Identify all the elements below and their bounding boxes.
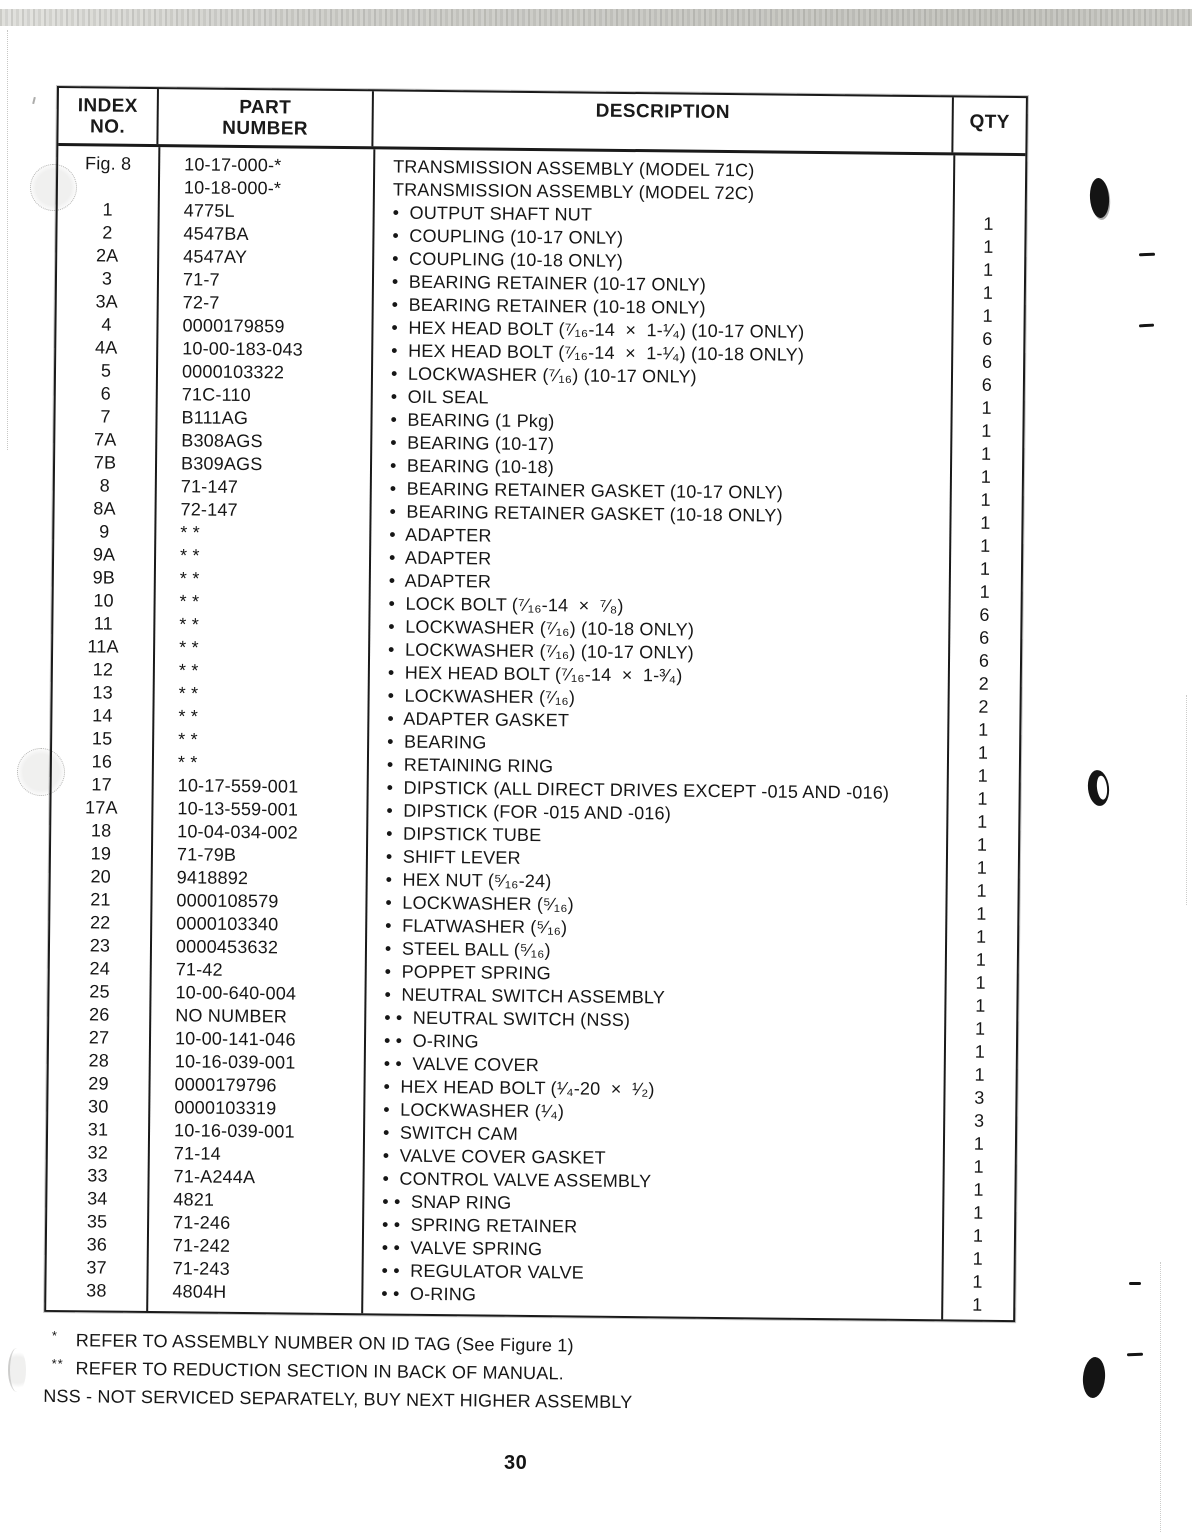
cell-part: B309AGS (180, 453, 263, 475)
cell-index (58, 175, 158, 199)
cell-desc: • SWITCH CAM (382, 1122, 519, 1144)
cell-desc: • • O-RING (383, 1030, 479, 1052)
header-qty-label: QTY (969, 111, 1010, 133)
cell-qty: 2 (978, 673, 990, 694)
cell-desc: • DIPSTICK (ALL DIRECT DRIVES EXCEPT -015 AND -016) (386, 777, 890, 803)
hole-punch-ghost-bottom (8, 1348, 26, 1392)
cell-qty: 6 (982, 328, 993, 349)
cell-qty: 1 (978, 719, 989, 740)
cell-index: 12 (92, 659, 114, 680)
cell-desc: • BEARING (1 Pkg) (390, 409, 555, 432)
parts-table-body (46, 146, 1025, 1320)
cell-desc: • • NEUTRAL SWITCH (NSS) (384, 1007, 631, 1031)
cell-part: 4547BA (183, 223, 249, 245)
cell-index: 19 (90, 843, 112, 864)
cell-index: 25 (89, 981, 110, 1002)
cell-part: 10-00-183-043 (182, 338, 304, 360)
cell-index: 22 (89, 912, 111, 933)
cell-index: 13 (92, 682, 113, 703)
cell-desc: • LOCK BOLT (⁷⁄₁₆-14 × ⁷⁄₈) (388, 593, 624, 616)
cell-part: 0000108579 (176, 890, 279, 912)
cell-index: 9A (92, 544, 116, 565)
cell-index: 16 (91, 751, 113, 772)
cell-part: B111AG (181, 407, 249, 429)
cell-desc: • LOCKWASHER (⁷⁄₁₆) (10-17 ONLY) (388, 639, 695, 663)
cell-part: 9418892 (176, 867, 249, 889)
cell-qty: 1 (983, 236, 994, 257)
cell-desc: • LOCKWASHER (⁵⁄₁₆) (385, 892, 575, 915)
cell-part: 71-7 (182, 269, 220, 290)
cell-qty: 6 (979, 627, 990, 648)
cell-part: NO NUMBER (175, 1005, 288, 1027)
cell-index: 7 (100, 406, 111, 427)
cell-part: 71-246 (173, 1212, 231, 1233)
header-description (373, 91, 954, 152)
cell-index: 36 (86, 1234, 108, 1255)
cell-desc: • SHIFT LEVER (385, 846, 521, 868)
header-part-line1: PART (239, 96, 292, 119)
page-number: 30 (504, 1452, 528, 1474)
cell-desc: TRANSMISSION ASSEMBLY (MODEL 71C) (393, 156, 755, 181)
cell-qty: 1 (972, 1294, 983, 1315)
cell-desc: • BEARING (10-18) (389, 455, 555, 478)
cell-desc: • DIPSTICK TUBE (386, 823, 542, 846)
cell-index: 15 (91, 728, 113, 749)
cell-qty: 1 (973, 1202, 984, 1223)
cell-part: 0000179796 (174, 1074, 277, 1096)
cell-part: 4821 (173, 1189, 215, 1210)
cell-qty: 1 (976, 903, 987, 924)
footnote-text: REFER TO REDUCTION SECTION IN BACK OF MANUAL. (75, 1358, 565, 1384)
cell-qty: 1 (981, 420, 992, 441)
cell-part: 71-79B (176, 844, 237, 865)
cell-qty: 1 (974, 1041, 986, 1062)
cell-index: 24 (89, 958, 111, 979)
cell-part: 10-18-000-* (183, 177, 282, 199)
cell-desc: • ADAPTER (389, 524, 492, 546)
cell-qty: 3 (974, 1110, 985, 1131)
cell-qty: 1 (973, 1156, 984, 1177)
cell-qty: 1 (983, 213, 994, 234)
cell-index: 38 (86, 1280, 107, 1301)
cell-desc: • • REGULATOR VALVE (381, 1260, 585, 1283)
cell-qty: 1 (980, 466, 992, 487)
cell-index: Fig. 8 (84, 153, 132, 174)
cell-qty: 1 (982, 282, 994, 303)
cell-part: * * (179, 637, 199, 658)
cell-index: 8 (99, 475, 111, 496)
cell-qty: 6 (981, 351, 993, 372)
cell-desc: • OIL SEAL (390, 386, 489, 408)
cell-desc: • HEX HEAD BOLT (⁷⁄₁₆-14 × 1-¹⁄₄) (10-18 ONLY) (391, 340, 805, 365)
cell-desc: • OUTPUT SHAFT NUT (392, 202, 593, 225)
cell-qty: 1 (979, 581, 990, 602)
cell-desc: • COUPLING (10-17 ONLY) (392, 225, 624, 248)
footnotes (43, 1326, 1015, 1420)
cell-index: 33 (87, 1165, 108, 1186)
cell-qty: 6 (981, 374, 993, 395)
header-index-line2: NO. (89, 116, 126, 138)
cell-part: 0000103322 (181, 361, 285, 383)
cell-part: 10-00-141-046 (174, 1028, 296, 1050)
footnote-marker: * (51, 1328, 59, 1344)
cell-qty: 1 (980, 443, 992, 464)
cell-desc: • POPPET SPRING (384, 961, 552, 984)
cell-desc: TRANSMISSION ASSEMBLY (MODEL 72C) (392, 179, 755, 204)
cell-desc: • CONTROL VALVE ASSEMBLY (382, 1168, 652, 1192)
parts-table-header (58, 88, 1026, 156)
cell-index: 29 (88, 1073, 109, 1094)
cell-part: 10-17-000-* (184, 154, 282, 176)
cell-part: 72-147 (180, 499, 238, 520)
cell-part: 10-04-034-002 (177, 821, 299, 843)
cell-part: 0000103340 (176, 913, 279, 935)
cell-desc: • VALVE COVER GASKET (382, 1145, 606, 1168)
cell-index: 27 (88, 1027, 110, 1048)
cell-qty: 6 (979, 604, 990, 625)
cell-desc: • NEUTRAL SWITCH ASSEMBLY (384, 984, 666, 1008)
cell-index: 1 (102, 199, 113, 220)
cell-part: B308AGS (181, 430, 263, 452)
page-edge-dotted-line-left (7, 30, 8, 450)
cell-part: 71-242 (172, 1235, 231, 1256)
cell-index: 17A (85, 797, 118, 818)
cell-qty: 2 (978, 696, 989, 717)
header-index-no (58, 88, 159, 144)
cell-index: 34 (87, 1188, 108, 1209)
cell-desc: • • VALVE COVER (383, 1053, 540, 1076)
cell-qty: 1 (977, 742, 989, 763)
cell-part: 10-17-559-001 (177, 775, 299, 797)
cell-part: 71-147 (180, 476, 239, 497)
cell-desc: • BEARING RETAINER (10-18 ONLY) (391, 294, 706, 318)
ink-blob-middle (1086, 769, 1111, 807)
cell-qty: 1 (980, 512, 991, 533)
cell-qty: 1 (980, 535, 991, 556)
cell-part: * * (179, 591, 200, 612)
cell-qty: 1 (981, 397, 992, 418)
cell-part: 71-42 (175, 959, 223, 980)
cell-index: 28 (88, 1050, 110, 1071)
cell-index: 14 (92, 705, 113, 726)
cell-index: 7B (93, 452, 117, 473)
cell-index: 30 (87, 1096, 109, 1117)
cell-qty: 1 (975, 995, 986, 1016)
cell-part: 10-16-039-001 (173, 1120, 295, 1142)
cell-desc: • STEEL BALL (⁵⁄₁₆) (384, 938, 551, 961)
cell-desc: • LOCKWASHER (⁷⁄₁₆) (10-17 ONLY) (390, 363, 697, 387)
cell-desc: • COUPLING (10-18 ONLY) (392, 248, 624, 271)
cell-index: 20 (90, 866, 112, 887)
cell-qty: 1 (972, 1248, 983, 1269)
header-part-number (158, 89, 374, 146)
cell-qty: 1 (972, 1225, 984, 1246)
parts-table (44, 86, 1028, 1322)
cell-index: 23 (89, 935, 111, 956)
scanner-noise-bar (0, 9, 1192, 26)
cell-index: 32 (87, 1142, 109, 1163)
cell-index: 11 (93, 613, 114, 634)
cell-desc: • BEARING RETAINER GASKET (10-18 ONLY) (389, 501, 783, 526)
cell-desc: • BEARING RETAINER (10-17 ONLY) (391, 271, 707, 295)
scanned-content (43, 86, 1028, 1420)
cell-part: 71-14 (173, 1143, 221, 1164)
cell-qty: 1 (976, 880, 987, 901)
cell-desc: • LOCKWASHER (¹⁄₄) (383, 1099, 565, 1122)
stray-scan-mark (32, 97, 36, 104)
cell-part: 71C-110 (181, 384, 252, 406)
cell-desc: • ADAPTER GASKET (387, 708, 570, 731)
cell-index: 17 (91, 774, 112, 795)
cell-part: 10-00-640-004 (175, 982, 297, 1004)
cell-part: * * (179, 545, 200, 566)
cell-qty: 1 (977, 788, 988, 809)
cell-qty (953, 166, 1025, 190)
cell-desc: • ADAPTER (388, 570, 492, 592)
cell-desc: • BEARING (10-17) (390, 432, 555, 455)
cell-part: 10-13-559-001 (177, 798, 299, 820)
cell-index: 3A (95, 291, 119, 312)
footnote-text: REFER TO ASSEMBLY NUMBER ON ID TAG (See Figure 1) (75, 1330, 574, 1356)
cell-qty: 1 (976, 857, 988, 878)
cell-index: 37 (86, 1257, 107, 1278)
cell-part: * * (178, 683, 199, 704)
cell-part: 4804H (172, 1281, 227, 1302)
cell-qty: 3 (974, 1087, 985, 1108)
ink-blob-bottom (1081, 1356, 1106, 1399)
cell-desc: • RETAINING RING (386, 754, 554, 777)
cell-desc: • HEX HEAD BOLT (¹⁄₄-20 × ¹⁄₂) (383, 1076, 655, 1100)
cell-desc: • • SNAP RING (382, 1191, 512, 1213)
cell-index: 10 (93, 590, 114, 611)
header-description-label: DESCRIPTION (595, 100, 730, 124)
cell-index: 6 (100, 383, 111, 404)
page-edge-dotted-line-right-bottom (1160, 1262, 1161, 1532)
cell-qty: 1 (976, 834, 988, 855)
cell-part: 10-16-039-001 (174, 1051, 296, 1073)
cell-qty: 1 (975, 949, 987, 970)
cell-part: * * (178, 660, 199, 681)
cell-desc: • • SPRING RETAINER (381, 1214, 578, 1237)
cell-index: 8A (93, 498, 116, 519)
pen-dash-1 (1139, 253, 1155, 257)
cell-qty: 1 (973, 1179, 984, 1200)
cell-index: 2 (102, 222, 113, 243)
cell-index: 2A (95, 245, 119, 266)
cell-desc: • DIPSTICK (FOR -015 AND -016) (386, 800, 672, 824)
cell-desc: • ADAPTER (388, 547, 492, 569)
cell-desc: • • VALVE SPRING (381, 1237, 543, 1260)
cell-qty: 1 (982, 305, 993, 326)
cell-desc: • BEARING (387, 731, 487, 753)
cell-qty: 1 (974, 1018, 986, 1039)
cell-index: 35 (86, 1211, 108, 1232)
pen-dash-2 (1139, 324, 1154, 328)
cell-part: * * (177, 752, 198, 773)
cell-qty: 1 (979, 558, 991, 579)
cell-desc: • BEARING RETAINER GASKET (10-17 ONLY) (389, 478, 784, 503)
cell-index: 26 (88, 1004, 110, 1025)
cell-index: 18 (90, 820, 112, 841)
cell-index: 3 (101, 268, 113, 289)
cell-index: 9B (92, 567, 116, 588)
cell-desc: • FLATWASHER (⁵⁄₁₆) (385, 915, 568, 938)
cell-qty: 1 (980, 489, 991, 510)
header-part-line2: NUMBER (222, 117, 309, 140)
page-edge-dotted-line-right-mid (1186, 695, 1187, 905)
cell-part: * * (179, 614, 200, 635)
cell-desc: • LOCKWASHER (⁷⁄₁₆) (387, 685, 576, 708)
cell-part: * * (180, 522, 201, 543)
cell-part: 71-A244A (173, 1166, 256, 1188)
cell-part: 71-243 (172, 1258, 230, 1279)
cell-qty: 1 (975, 972, 986, 993)
header-index-line1: INDEX (77, 95, 138, 117)
cell-index: 5 (100, 360, 112, 381)
cell-desc: • HEX HEAD BOLT (⁷⁄₁₆-14 × 1-¹⁄₄) (10-17 ONLY) (391, 317, 805, 342)
cell-qty: 1 (977, 811, 988, 832)
cell-index: 7A (93, 429, 117, 450)
cell-qty (953, 189, 1025, 213)
footnote-marker: ** (51, 1356, 64, 1372)
ink-blob-top (1089, 177, 1111, 218)
cell-part: 72-7 (182, 292, 220, 313)
cell-desc: • HEX HEAD BOLT (⁷⁄₁₆-14 × 1-³⁄₄) (387, 662, 683, 686)
cell-qty: 1 (977, 765, 989, 786)
cell-qty: 1 (974, 1064, 985, 1085)
cell-index: 9 (99, 521, 110, 542)
header-qty (953, 97, 1026, 153)
cell-qty: 1 (975, 926, 987, 947)
cell-index: 4 (101, 314, 112, 335)
pen-dash-3 (1129, 1282, 1141, 1285)
cell-desc: • • O-RING (381, 1283, 477, 1305)
cell-index: 31 (87, 1119, 109, 1140)
cell-part: 0000179859 (182, 315, 285, 337)
cell-index: 21 (90, 889, 111, 910)
cell-qty: 6 (978, 650, 990, 671)
cell-qty: 1 (973, 1133, 985, 1154)
cell-part: * * (178, 706, 199, 727)
cell-part: 0000453632 (175, 936, 279, 958)
cell-part: 4775L (183, 200, 235, 221)
cell-part: 0000103319 (174, 1097, 277, 1119)
cell-index: 4A (94, 337, 118, 358)
cell-part: 4547AY (183, 246, 248, 267)
cell-part: * * (179, 568, 200, 589)
cell-part: * * (178, 729, 198, 750)
cell-index: 11A (87, 636, 119, 657)
cell-desc: • LOCKWASHER (⁷⁄₁₆) (10-18 ONLY) (388, 616, 695, 640)
cell-qty: 1 (972, 1271, 983, 1292)
cell-desc: • HEX NUT (⁵⁄₁₆-24) (385, 869, 552, 892)
pen-dash-4 (1127, 1353, 1143, 1357)
cell-qty: 1 (982, 259, 994, 280)
footnote-text: NSS - NOT SERVICED SEPARATELY, BUY NEXT HIGHER ASSEMBLY (43, 1385, 633, 1413)
